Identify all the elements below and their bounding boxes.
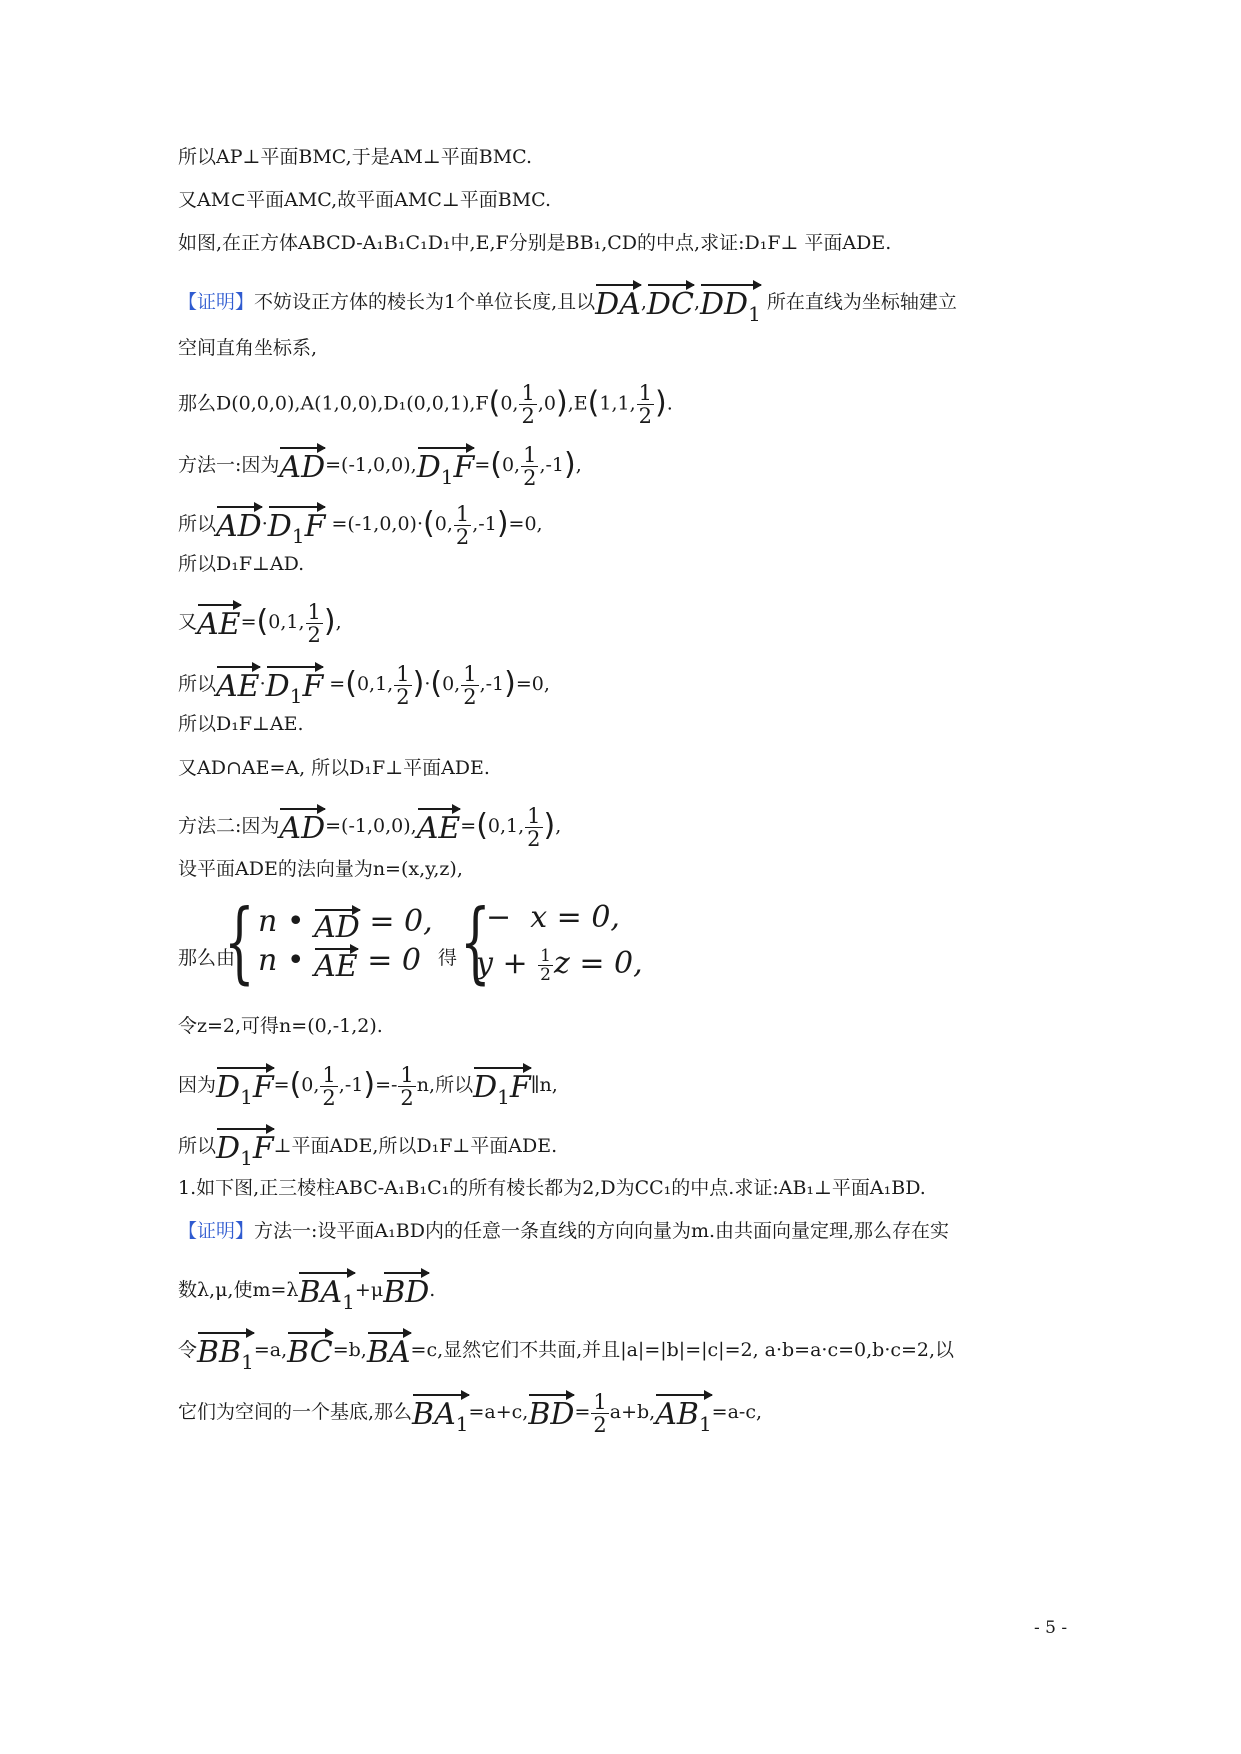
system-prefix: 那么由: [178, 947, 236, 969]
brace-left: {: [224, 890, 255, 993]
system1-row1: n • AD = 0,: [258, 904, 433, 945]
basis-line: 令$BB_1=a,BC=b,BA=c$,显然它们不共面,并且|a|=|b|=|c|=2, a·b=a·c=0,b·c=2,以: [178, 1328, 954, 1377]
page-number: - 5 -: [1034, 1618, 1068, 1638]
system-de: 得: [438, 947, 458, 969]
parallel-line: 因为$D_1F=(0$, $\frac{1}{2}$ ,-1)=- $\frac{1}{2}$ n,所以$D_1F\parallel n$,: [178, 1063, 558, 1112]
text-line: 所以D₁F⊥AD.: [178, 553, 305, 575]
proof-line: 【证明】不妨设正方体的棱长为1个单位长度,且以$DA,DC,DD_1$ 所在直线为坐标轴建立: [178, 280, 957, 329]
text-line: 所以D₁F⊥AE.: [178, 713, 304, 735]
dot-product-line: 所以$AE\cdot D_1F =(0,1$, $\frac{1}{2}$ )·(0, $\frac{1}{2}$ ,-1)=0,: [178, 662, 550, 711]
conclusion-line: 所以$D_1F\perp$平面ADE,所以D₁F⊥平面ADE.: [178, 1124, 557, 1173]
proof-line: 【证明】方法一:设平面A₁BD内的任意一条直线的方向向量为m.由共面向量定理,那么存在实: [178, 1220, 950, 1242]
text-line: 所以AP⊥平面BMC,于是AM⊥平面BMC.: [178, 146, 533, 168]
text-line: 又AM⊂平面AMC,故平面AMC⊥平面BMC.: [178, 189, 552, 211]
system2-row2: y + $\frac{1}{2}$ z = 0,: [476, 945, 643, 985]
text-line: 令z=2,可得n=(0,-1,2).: [178, 1015, 383, 1037]
proof-tag: 【证明】: [178, 1220, 255, 1242]
dot-product-line: 所以$AD\cdot D_1F =(-1,0,0)\cdot(0$, $\frac{1}{2}$ ,-1)=0,: [178, 502, 543, 551]
vector-D1F: $D_1F$: [417, 443, 475, 492]
method-one-line: 方法一:因为$AD=(-1,0,0),D_1F=(0$, $\frac{1}{2}$ ,-1),: [178, 443, 582, 492]
system2-row1: − x = 0,: [486, 900, 620, 935]
basis-expression-line: 它们为空间的一个基底,那么$BA_1=a+c,BD=$ $\frac{1}{2}$ $a+b,AB_1=a-c$,: [178, 1390, 762, 1439]
brace-left: {: [460, 890, 491, 993]
vector-DA: DA: [595, 280, 641, 320]
vector-AE-line: 又AE=(0,1, $\frac{1}{2}$ ),: [178, 599, 342, 647]
vector-DC: DC: [647, 280, 694, 320]
text-line: 设平面ADE的法向量为n=(x,y,z),: [178, 858, 463, 880]
vector-AE: AE: [197, 600, 241, 640]
coplanar-line: 数λ,μ,使m=λBA$_1$+μBD.: [178, 1268, 435, 1317]
vector-DD1: $DD_1$: [700, 280, 761, 329]
text-line: 如图,在正方体ABCD-A₁B₁C₁D₁中,E,F分别是BB₁,CD的中点,求证:D₁F⊥ 平面ADE.: [178, 232, 892, 254]
system1-row2: n • AE = 0: [258, 943, 421, 984]
problem-statement: 1.如下图,正三棱柱ABC-A₁B₁C₁的所有棱长都为2,D为CC₁的中点.求证:AB₁⊥平面A₁BD.: [178, 1177, 926, 1199]
coordinates-line: 那么D(0,0,0),A(1,0,0),D₁(0,0,1),F(0, $\frac{1}{2}$ ,0),E(1,1, $\frac{1}{2}$ ).: [178, 381, 673, 428]
proof-tag: 【证明】: [178, 291, 255, 313]
text-line: 空间直角坐标系,: [178, 337, 318, 359]
method-two-line: 方法二:因为AD=(-1,0,0),AE=(0,1, $\frac{1}{2}$ ),: [178, 803, 562, 851]
vector-AD: AD: [279, 443, 325, 483]
text-line: 又AD∩AE=A, 所以D₁F⊥平面ADE.: [178, 757, 490, 779]
